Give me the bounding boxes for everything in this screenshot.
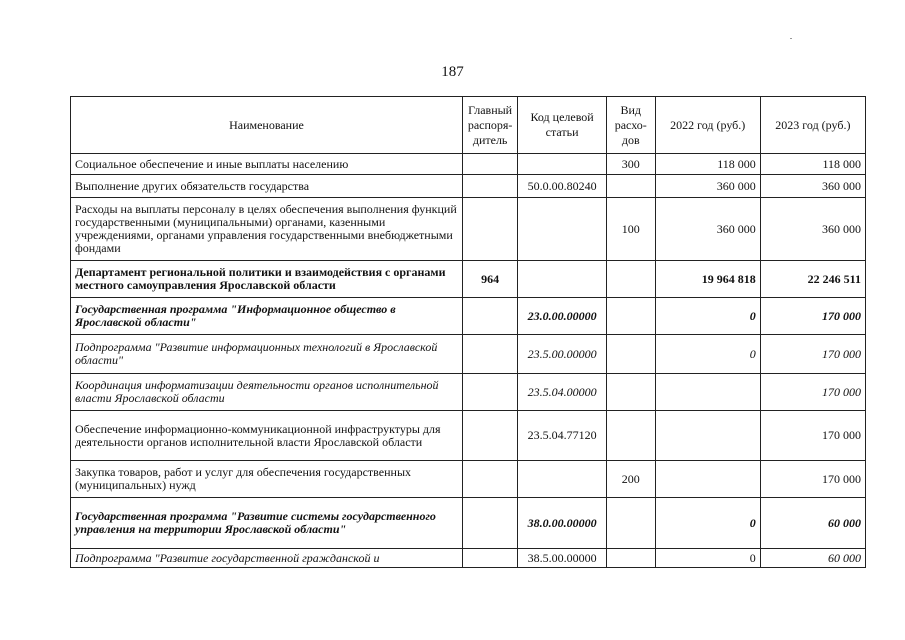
row-2022 [655,374,760,411]
row-2023: 170 000 [760,374,865,411]
row-name: Департамент региональной политики и взаимодействия с органами местного самоуправления Ярославской области [71,261,463,298]
row-code: 23.5.04.77120 [518,411,607,461]
table-row [71,198,866,261]
row-type [606,175,655,198]
row-2023: 60 000 [760,498,865,549]
row-name: Выполнение других обязательств государства [71,175,463,198]
row-code: 38.5.00.00000 [518,549,607,568]
row-admin [462,374,517,411]
row-code: 23.5.04.00000 [518,374,607,411]
row-type: 200 [606,461,655,498]
row-admin: 964 [462,261,517,298]
row-admin [462,549,517,568]
table-row [71,498,866,549]
row-code: 23.0.00.00000 [518,298,607,335]
row-admin [462,461,517,498]
row-2022: 0 [655,498,760,549]
row-name: Социальное обеспечение и иные выплаты населению [71,154,463,175]
row-admin [462,411,517,461]
table-row [71,374,866,411]
row-2023: 170 000 [760,298,865,335]
row-2022: 0 [655,549,760,568]
scan-artifact [790,38,792,39]
row-name: Обеспечение информационно-коммуникационной инфраструктуры для деятельности органов исполнительной власти Ярославской области [71,411,463,461]
row-type [606,411,655,461]
row-name: Государственная программа "Информационное общество в Ярославской области" [71,298,463,335]
row-2023: 118 000 [760,154,865,175]
header-type: Вид расхо-дов [606,97,655,154]
row-name: Координация информатизации деятельности органов исполнительной власти Ярославской области [71,374,463,411]
row-type [606,298,655,335]
row-name: Закупка товаров, работ и услуг для обеспечения государственных (муниципальных) нужд [71,461,463,498]
row-name: Расходы на выплаты персоналу в целях обеспечения выполнения функций государственными (муниципальными) органами, казенными учреждениями, органами управления государственными внебюджетными фондами [71,198,463,261]
row-type: 300 [606,154,655,175]
header-admin: Главный распоря-дитель [462,97,517,154]
row-admin [462,198,517,261]
row-name: Подпрограмма "Развитие государственной гражданской и [71,549,463,568]
header-2023: 2023 год (руб.) [760,97,865,154]
row-2022 [655,461,760,498]
row-type [606,261,655,298]
row-2023: 170 000 [760,461,865,498]
row-code [518,154,607,175]
row-2022 [655,411,760,461]
row-2022: 118 000 [655,154,760,175]
row-2023: 60 000 [760,549,865,568]
row-admin [462,298,517,335]
row-type [606,374,655,411]
row-2023: 22 246 511 [760,261,865,298]
row-admin [462,154,517,175]
row-type [606,549,655,568]
header-2022: 2022 год (руб.) [655,97,760,154]
row-2023: 170 000 [760,335,865,374]
row-name: Государственная программа "Развитие системы государственного управления на территории Ярославской области" [71,498,463,549]
row-code: 38.0.00.00000 [518,498,607,549]
table-header-row [71,97,866,154]
table-row [71,549,866,568]
row-code [518,198,607,261]
row-type: 100 [606,198,655,261]
page-number: 187 [441,64,464,80]
row-2022: 360 000 [655,175,760,198]
table-row [71,154,866,175]
table-row [71,298,866,335]
row-code: 23.5.00.00000 [518,335,607,374]
table-row [71,461,866,498]
row-2022: 360 000 [655,198,760,261]
row-code: 50.0.00.80240 [518,175,607,198]
row-admin [462,335,517,374]
row-2022: 0 [655,298,760,335]
row-code [518,461,607,498]
row-name: Подпрограмма "Развитие информационных технологий в Ярославской области" [71,335,463,374]
row-code [518,261,607,298]
table-row [71,261,866,298]
row-2023: 360 000 [760,198,865,261]
row-2023: 360 000 [760,175,865,198]
table-row [71,335,866,374]
row-admin [462,498,517,549]
row-2023: 170 000 [760,411,865,461]
budget-table [70,96,866,568]
row-type [606,335,655,374]
row-2022: 0 [655,335,760,374]
table-row [71,411,866,461]
row-admin [462,175,517,198]
row-2022: 19 964 818 [655,261,760,298]
header-name: Наименование [71,97,463,154]
header-code: Код целевой статьи [518,97,607,154]
row-type [606,498,655,549]
table-row [71,175,866,198]
